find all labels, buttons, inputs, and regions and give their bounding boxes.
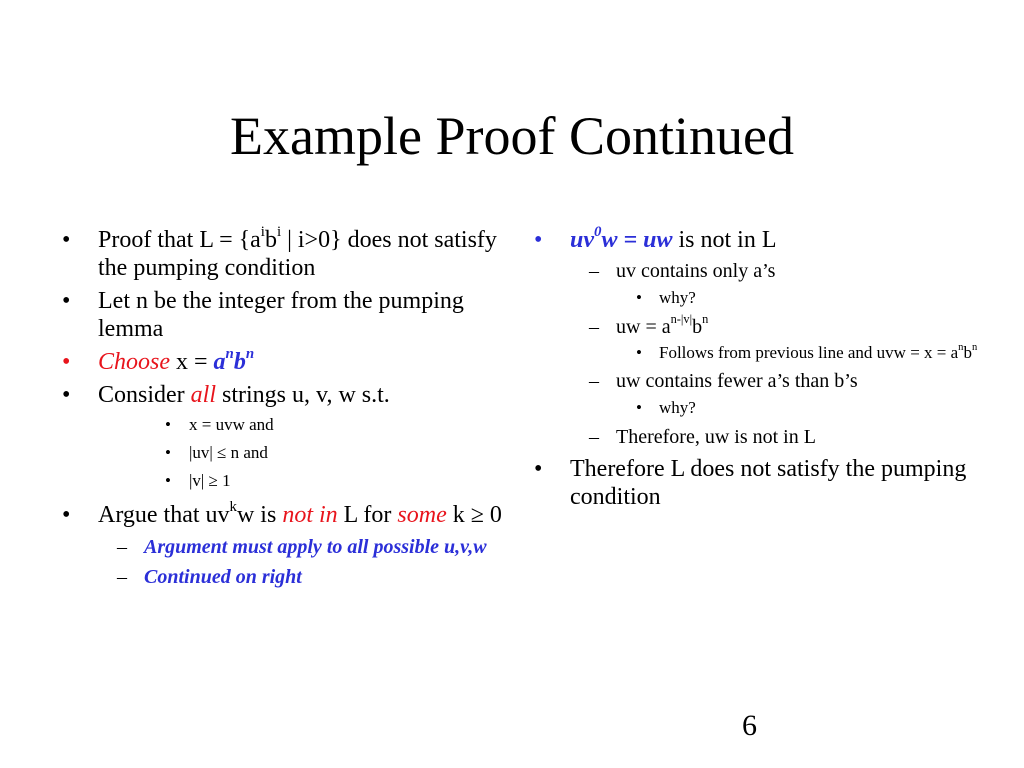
page-number: 6 [742,709,757,742]
bullet-marker: • [62,502,71,528]
sub-dash-item: – Therefore, uw is not in L [589,426,816,448]
bullet-argue: • Argue that $uv^kw$ is not in L for some k ≥ 0 [62,498,502,528]
sub-dash-item: – Continued on right [117,566,302,588]
sub-dash-item: – Argument must apply to all possible u,v,w [117,536,487,558]
sub-dash-item: – uv contains only a’s [589,260,776,282]
bullet-marker: • [62,382,71,408]
bullet-marker: • [62,227,71,253]
bullet-choose: • Choose $x = a^nb^n$ [62,345,255,375]
bullet-consider: • Consider all strings u, v, w s.t. [62,382,390,408]
sub-dash-item: – uw = $a^{n-|v|}b^n$ [589,312,709,338]
slide-title: Example Proof Continued [230,106,794,166]
sub-bullet: • why? [636,288,696,307]
choose-word: Choose [98,349,170,375]
bullet-marker: • [534,456,543,482]
bullet-therefore: • Therefore L does not satisfy the pumping condition [534,456,967,510]
bullet-uv0w: • $uv^0w$ = uw is not in L [534,223,777,253]
sub-dash-item: – uw contains fewer a’s than b’s [589,370,858,392]
bullet-let-n: • Let n be the integer from the pumping lemma [62,288,464,342]
bullet-marker: • [62,288,71,314]
left-column [58,223,508,593]
bullet-marker: • [534,227,543,253]
bullet-proof-that: • Proof that $L = \{a^ib^i$ | i>0} does not satisfy the pumping condition [62,223,497,281]
sub-bullet: • Follows from previous line and uvw = $x = a^nb^n$ [636,341,978,362]
bullet-marker: • [62,349,71,375]
sub-bullet: • x = uvw and [165,415,274,434]
sub-bullet: • |v| ≥ 1 [165,471,231,490]
sub-bullet: • why? [636,398,696,417]
sub-bullet: • |uv| ≤ n and [165,443,268,462]
right-column [530,223,980,516]
